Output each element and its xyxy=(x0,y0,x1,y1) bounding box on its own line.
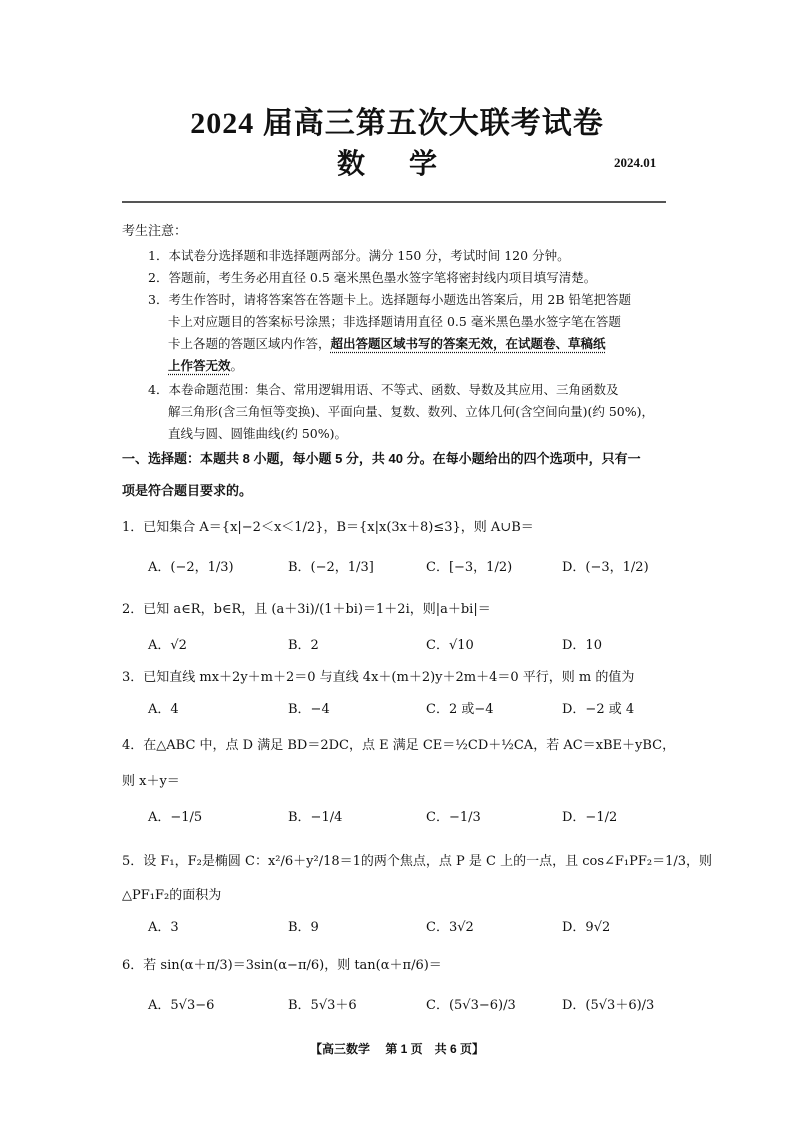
question-5-stem: 5．设 F₁，F₂是椭圆 C：x²/6＋y²/18＝1的两个焦点，点 P 是 C 上的一点，且 cos∠F₁PF₂＝1/3，则 xyxy=(122,854,713,869)
notice-item: 3．考生作答时，请将答案答在答题卡上。选择题每小题选出答案后，用 2B 铅笔把答题 xyxy=(148,292,632,307)
q1-option-b: B．(−2，1/3] xyxy=(288,560,374,575)
header-divider xyxy=(122,201,666,203)
subject-title: 数学 xyxy=(337,147,482,180)
q1-option-c: C．[−3，1/2) xyxy=(426,560,513,575)
q3-option-d: D．−2 或 4 xyxy=(562,702,635,717)
q6-option-d: D．(5√3＋6)/3 xyxy=(562,998,655,1013)
q4-option-d: D．−1/2 xyxy=(562,810,618,825)
question-5-stem-cont: △PF₁F₂的面积为 xyxy=(122,888,222,903)
notice-item-cont xyxy=(168,356,243,374)
q6-option-c: C．(5√3−6)/3 xyxy=(426,998,516,1013)
notice-text: 。 xyxy=(230,358,244,373)
q3-option-b: B．−4 xyxy=(288,702,330,717)
notice-item: 2．答题前，考生务必用直径 0.5 毫米黑色墨水签字笔将密封线内项目填写清楚。 xyxy=(148,270,597,285)
q4-option-b: B．−1/4 xyxy=(288,810,343,825)
exam-date: 2024.01 xyxy=(614,155,657,170)
notice-item-cont xyxy=(168,334,606,352)
q2-option-a: A．√2 xyxy=(148,638,187,653)
notice-item: 1．本试卷分选择题和非选择题两部分。满分 150 分，考试时间 120 分钟。 xyxy=(148,248,570,263)
question-4-stem-cont: 则 x＋y＝ xyxy=(122,774,180,789)
question-4-stem: 4．在△ABC 中，点 D 满足 BD＝2DC，点 E 满足 CE＝½CD＋½CA，若 AC＝xBE＋yBC， xyxy=(122,738,676,753)
q5-option-d: D．9√2 xyxy=(562,920,611,935)
notice-text: 卡上各题的答题区域内作答， xyxy=(168,336,331,351)
question-1-stem: 1．已知集合 A＝{x|−2＜x＜1/2}，B＝{x|x(3x＋8)≤3}，则 A∪B＝ xyxy=(122,520,534,535)
q2-option-d: D．10 xyxy=(562,638,602,653)
section-heading: 一、选择题：本题共 8 小题，每小题 5 分，共 40 分。在每小题给出的四个选项中，只有一 xyxy=(122,451,641,466)
question-2-stem: 2．已知 a∈R，b∈R，且 (a＋3i)/(1＋bi)＝1＋2i，则|a＋bi|＝ xyxy=(122,602,491,617)
q2-option-c: C．√10 xyxy=(426,638,474,653)
q4-option-a: A．−1/5 xyxy=(148,810,203,825)
page-footer: 【高三数学 第 1 页 共 6 页】 xyxy=(309,1042,485,1056)
section-heading-cont: 项是符合题目要求的。 xyxy=(122,483,253,498)
q3-option-a: A．4 xyxy=(148,702,179,717)
question-3-stem: 3．已知直线 mx＋2y＋m＋2＝0 与直线 4x＋(m＋2)y＋2m＋4＝0 平行，则 m 的值为 xyxy=(122,670,635,685)
notice-emphasis: 超出答题区域书写的答案无效，在试题卷、草稿纸 xyxy=(330,337,606,351)
notice-item-cont: 解三角形(含三角恒等变换)、平面向量、复数、数列、立体几何(含空间向量)(约 50%)， xyxy=(168,404,655,419)
q1-option-a: A．(−2，1/3) xyxy=(148,560,234,575)
notice-item: 4．本卷命题范围：集合、常用逻辑用语、不等式、函数、导数及其应用、三角函数及 xyxy=(148,382,619,397)
q5-option-b: B．9 xyxy=(288,920,319,935)
q3-option-c: C．2 或−4 xyxy=(426,702,494,717)
q5-option-a: A．3 xyxy=(148,920,179,935)
q1-option-d: D．(−3，1/2) xyxy=(562,560,649,575)
notice-item-cont: 直线与圆、圆锥曲线(约 50%)。 xyxy=(168,426,348,441)
q6-option-b: B．5√3＋6 xyxy=(288,998,357,1013)
notice-heading: 考生注意： xyxy=(122,224,188,239)
q4-option-c: C．−1/3 xyxy=(426,810,481,825)
q5-option-c: C．3√2 xyxy=(426,920,474,935)
q6-option-a: A．5√3−6 xyxy=(148,998,215,1013)
exam-title: 2024 届高三第五次大联考试卷 xyxy=(190,107,604,140)
question-6-stem: 6．若 sin(α＋π/3)＝3sin(α−π/6)，则 tan(α＋π/6)＝ xyxy=(122,958,442,973)
q2-option-b: B．2 xyxy=(288,638,319,653)
notice-item-cont: 卡上对应题目的答案标号涂黑；非选择题请用直径 0.5 毫米黑色墨水签字笔在答题 xyxy=(168,314,621,329)
notice-emphasis: 上作答无效 xyxy=(168,359,231,373)
